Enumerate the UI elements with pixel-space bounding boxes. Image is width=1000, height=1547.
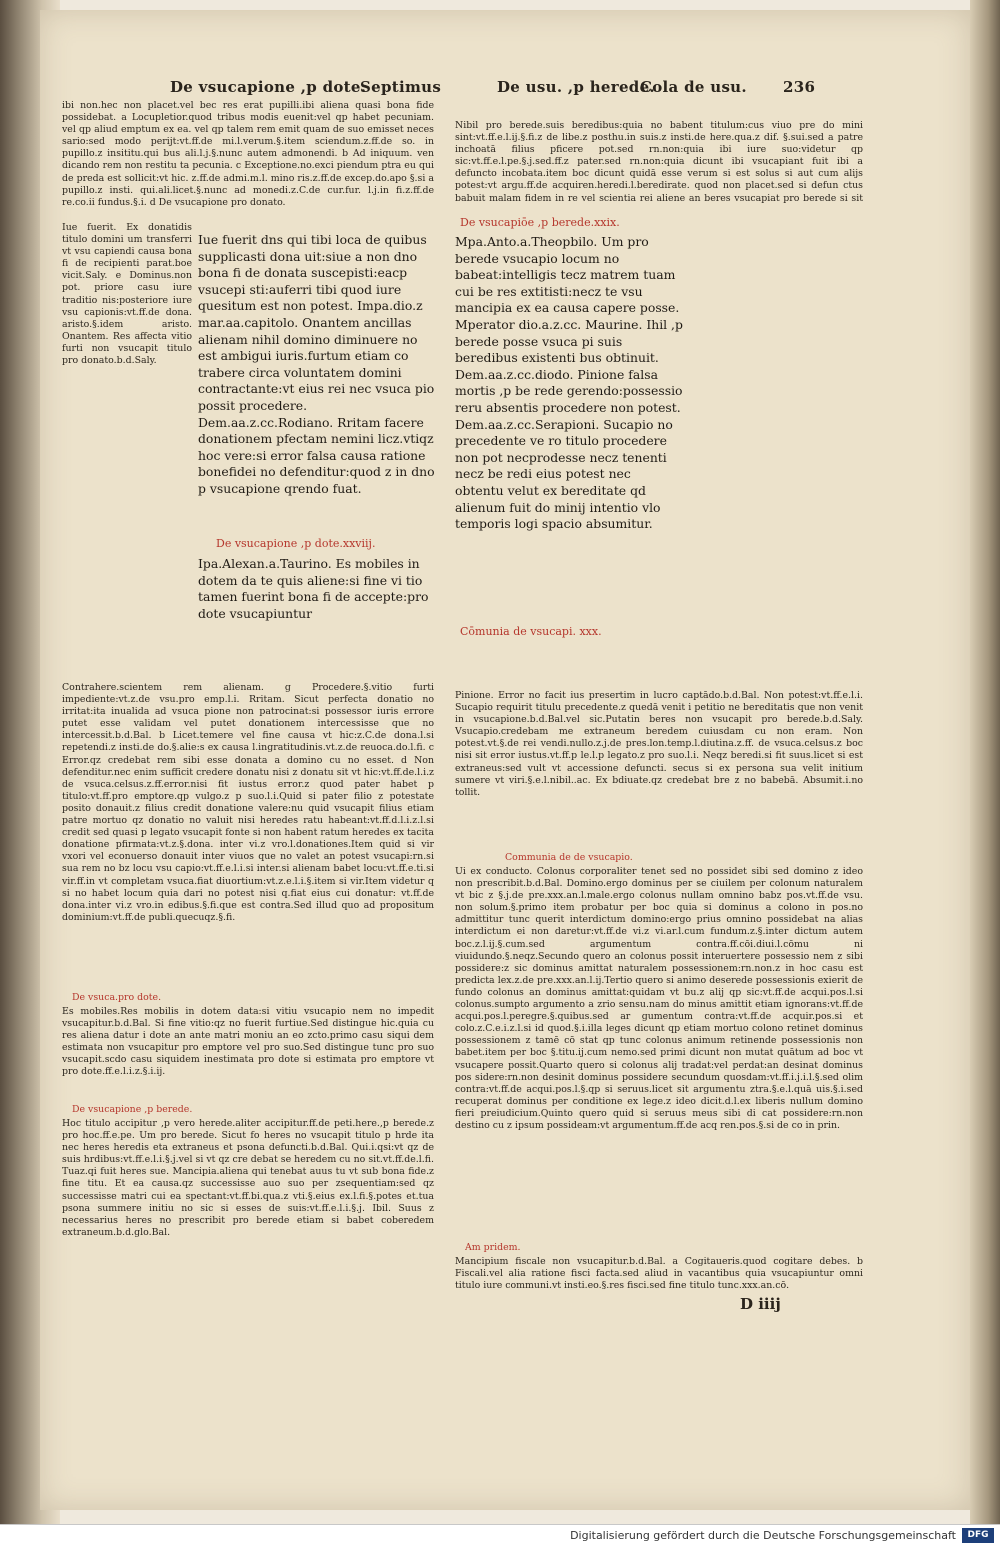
signature-mark: D iiij bbox=[740, 1295, 781, 1313]
book-edge bbox=[970, 0, 1000, 1546]
left-rubric-berede: De vsucapione ,p berede. bbox=[72, 1104, 193, 1115]
gloss-paragraph: Es mobiles.Res mobilis in dotem data:si vitiu vsucapio nem no impedit vsucapitur.b.d.Bal. Si fine vitio:qz no fuerit furtiue.Sed distingue hic.quia cu res aliena datur i dote an ante matri moniu an eo zcto.primo casu siqui dem estimata non vsucapitur pro emptore vel pro suo.Sed distingue tunc pro suo vsucapit.scdo casu siquidem inestimata pro dote si estimata pro emptore vt pro dote.ff.e.l.i.z.§.i.ij. bbox=[62, 1006, 434, 1078]
right-gloss-side bbox=[690, 206, 863, 684]
main-text: Iue fuerit dns qui tibi loca de quibus supplicasti dona uit:siue a non dno bona fi de donata suscepisti:eacp vsucepi sti:auferri tibi quod iure quesitum est non potest. Impa.dio.z mar.aa.capitolo. Onantem ancillas alienam nihil domino diminuere no est ambigui iuris.furtum etiam co trabere circa voluntatem domini contractante:vt eius rei nec vsuca pio possit procedere. Dem.aa.z.cc.Rodiano. Rritam facere donationem pfectam nemini licz.vtiqz hoc vere:si error falsa causa ratione bonefidei no defenditur:quod z in dno p vsucapione qrendo fuat. bbox=[198, 232, 435, 496]
column-title: Cola de usu. bbox=[640, 78, 747, 96]
right-rubric-title: De vsucapiōe ,p berede.xxix. bbox=[460, 216, 620, 229]
book-number: Septimus bbox=[360, 78, 442, 96]
gloss-paragraph: Contrahere.scientem rem alienam. g Procedere.§.vitio furti impediente:vt.z.de vsu.pro emp.l.i. Rritam. Sicut perfecta donatio no irritat:ita inualida ad vsuca pione non patrocinat:si possessor iuris errore putet esse validam vel putet donationem intercessisse que no intercessit.b.d.Bal. b Licet.temere vel fine causa vt hic:z.C.de dona.l.si repetendi.z insti.de do.§.alie:s ex causa l.ingratitudinis.vt.z.de reuoca.do.l.fi. c Error.qz credebat rem sibi esse donata a domino cu no esset. d Non defenditur.nec enim sufficit credere donatu nisi z donatu sit vt hic:vt.ff.de.l.i.z de vsuca.celsus.z.ff.error.nisi fit iustus error.z quod pater habet p titulo:vt.ff.pro emptore.qp vulgo.z p suo.l.i.Quid si pater filio z potestate posito donauit.z filius credit donatione valere:nu quid vsucapit filius etiam patre mortuo qz donatio no valuit nisi heredes ratu habeant:vt.ff.d.l.i.z.l.si credit sed quasi p legato vsucapit fonte si non habent ratum heredes ex tacita donatione pfirmata:vt.z.§.dona. inter vi.z vro.l.donationes.Item quid si vir vxori vel econuerso donauit inter viuos que no valet an potest vsucapi:rn.si sua rem no bz locu vsu capio:vt.ff.e.l.i.si inter.si alienam babet locu:vt.ff.e.ti.si vir.ff.in vt completam vsuca.fiat diuortium:vt.z.e.l.i.§.item si vir.Item videtur q si no habet locum quia dari no potest nisi q.fiat eius cui donatur: vt.ff.de dona.inter vi.z vro.in edibus.§.fi.que est contra.Sed illud quo ad propositum dominium:vt.ff.de publi.quecuqz.§.fi. bbox=[62, 682, 434, 923]
footer-bar bbox=[0, 1524, 1000, 1547]
dfg-logo-icon: DFG bbox=[962, 1528, 994, 1543]
left-gloss-top bbox=[62, 100, 434, 218]
left-gloss-narrow bbox=[62, 222, 192, 412]
right-rubric-pridem: Am pridem. bbox=[465, 1242, 521, 1253]
left-gloss-bottom-3 bbox=[62, 1118, 434, 1298]
left-rubric-title: De vsucapione ,p dote.xxviij. bbox=[216, 537, 376, 550]
main-text: Ipa.Alexan.a.Taurino. Es mobiles in dotem da te quis aliene:si fine vi tio tamen fuerint bona fi de accepte:pro dote vsucapiuntur bbox=[198, 556, 429, 621]
gloss-paragraph: Pinione. Error no facit ius presertim in lucro captādo.b.d.Bal. Non potest:vt.ff.e.l.i. Sucapio requirit titulu precedente.z quedā venit i petitio ne bereditatis que non venit in vsucapione.b.d.Bal.vel sic.Putatin beres non vsucapit pro berede.b.d.Saly. Vsucapio.credebam me extraneum beredem cuiusdam cu non eram. Non potest.vt.§.de rei vendi.nullo.z.j.de pres.lon.temp.l.diutina.z.ff. de vsuca.celsus.z boc nisi sit error iustus.vt.ff.p le.l.p legato.z pro suo.l.i. Neqz beredi.si fit suus.licet si est extraneus:sed vult vt accessione defuncti. secus si ex persona sua velit initium sumere vt viri.§.e.l.nibil..ac. Ex bdiuate.qz credebat bre z no babebā. Absumit.i.no tollit. bbox=[455, 690, 863, 798]
right-rubric-communia: Cōmunia de vsucapi. xxx. bbox=[460, 625, 602, 638]
folio-number: 236 bbox=[783, 78, 816, 96]
gloss-paragraph: Ui ex conducto. Colonus corporaliter tenet sed no possidet sibi sed domino z ideo non prescribit.b.d.Bal. Domino.ergo dominus per se ciuilem per colonum naturalem vt bic z §.j.de pre.xxx.an.l.male.ergo colonus nullam omnino babz pos.vt.ff.de vsu. non solum.§.primo item probatur per boc quia si dominus a colono in pos.no admittitur tunc querit interdictum domino:ergo prius omnino possidebat na alias interdictum ei non daretur:vt.ff.de vi.z vi.ar.l.cum fundum.z.§.inter dictum autem boc.z.l.ij.§.cum.sed argumentum contra.ff.cōi.diui.l.cōmu ni viuidundo.§.neqz.Secundo quero an colonus possit interuertere possessio nem z sibi possidere:z sic dominus amittat naturalem possessionem:rn.non.z in hoc casu est predicta lex.z.de pre.xxx.an.l.ij.Tertio quero si animo deserede possessionis exierit de fundo colonus an dominus amittat:quidam vt bu.z alij qp sic:vt.ff.de acqui.pos.l.si colonus.sumpto argumento a zrio sensu.nam do minus amittit etiam ignorans:vt.ff.de acqui.pos.l.peregre.§.quibus.sed ar gumentum contra:vt.ff.de acquir.pos.si et colo.z.C.e.i.z.l.si id quod.§.i.illa leges dicunt qp etiam mortuo colono retinet dominus possessionem z tamē cō stat qp tunc colonus animum retinende possessionis non babet.item per boc §.titu.ij.cum nemo.sed primi dicunt non mutat quātum ad boc vt vsucapere possit.Quarto quero si colonus alij tradat:vel perdat:an desinat dominus pos sidere:rn.non desinit dominus possidere secundum quosdam:vt.ff.i.j.i.l.§.sed olim contra:vt.ff.de acqui.pos.l.§.qp si seruus.licet sit argumentu ztra.§.e.l.quā uis.§.i.sed recuperat dominus per conditione ex lege.z ideo dicit.d.l.ex liberis nullum domino fieri preiudicium.Quinto quero quid si seruus meus sibi di cat possidere:rn.non destino cu z ipsum possideam:vt argumentum.ff.de acq ren.pos.§.si de co in prin. bbox=[455, 866, 863, 1131]
right-main-text bbox=[455, 234, 683, 624]
left-main-text bbox=[198, 232, 436, 532]
main-text: Mpa.Anto.a.Theopbilo. Um pro berede vsucapio locum no babeat:intelligis tecz matrem tuam cui be res extitisti:necz te vsu mancipia ex ea causa capere posse. Mperator dio.a.z.cc. Maurine. Ihil ,p berede posse vsuca pi suis beredibus existenti bus obtinuit. Dem.aa.z.cc.diodo. Pinione falsa mortis ,p be rede gerendo:possessio reru absentis procedere non potest. Dem.aa.z.cc.Serapioni. Sucapio no precedente ve ro titulo procedere non pot necprodesse necz tenenti necz be redi eius potest nec obtentu velut ex bereditate qd alienum fuit do minij intentio vlo temporis logi spacio absumitur. bbox=[455, 234, 683, 532]
gloss-paragraph: Iue fuerit. Ex donatidis titulo domini um transferri vt vsu capiendi causa bona fi de recipienti parat.boe vicit.Saly. e Dominus.non pot. priore casu iure traditio nis:posteriore iure vsu capionis:vt.ff.de dona. aristo.§.idem aristo. Onantem. Res affecta vitio furti non vsucapit titulo pro donato.b.d.Saly. bbox=[62, 222, 192, 367]
left-main-text-2 bbox=[198, 556, 436, 646]
left-gloss-bottom bbox=[62, 682, 434, 982]
gloss-paragraph: Hoc titulo accipitur ,p vero herede.aliter accipitur.ff.de peti.here.,p berede.z pro hoc.ff.e.pe. Um pro berede. Sicut fo heres no vsucapit titulo p hrde ita nec heres heredis eta extraneus et psona defuncti.b.d.Bal. Qui.i.qsi:vt qz de suis hrdibus:vt.ff.e.l.i.§.j.vel si vt qz cre debat se heredem cu no sit.vt.ff.de.l.fi. Tuaz.qi fuit heres sue. Mancipia.aliena qui tenebat auus tu vt sub bona fide.z fine titu. Et ea causa.qz successisse auo suo per zsequentiam:sed qz successisse matri cui ea spectant:vt.ff.bi.qua.z vti.§.eius ex.l.fi.§.potes et.tua psona summere initiu no sic si esses de suis:vt.ff.e.l.i.§.j. Ibil. Suus z necessarius heres no prescribit pro berede etiam si babet coberedem extraneum.b.d.glo.Bal. bbox=[62, 1118, 434, 1238]
gloss-paragraph: Mancipium fiscale non vsucapitur.b.d.Bal. a Cogitaueris.quod cogitare debes. b Fiscali.vel alia ratione fisci facta.sed aliud in vacantibus quia vsucapiuntur omni titulo iure communi.vt insti.eo.§.res fisci.sed fine titulo tunc.xxx.an.cō. bbox=[455, 1256, 863, 1292]
right-gloss-bottom bbox=[455, 690, 863, 850]
gloss-paragraph: Nibil pro berede.suis beredibus:quia no babent titulum:cus viuo pre do mini sint:vt.ff.e.l.ij.§.fi.z de libe.z posthu.in suis.z insti.de here.qua.z dif. §.sui.sed a patre inchoatā filius pficere pot.sed rn.non:quia ibi iure suo:videtur qp sic:vt.ff.e.l.pe.§.j.sed.ff.z pater.sed rn.non:quia dicunt ibi vsucapiant fuit ibi a defuncto incobata.item boc dicunt quidā esse verum si est solus si aut cum alijs potest:vt argu.ff.de acquiren.heredi.l.beredirate. quod non placet.sed si defun ctus babuit malam fidem in re vel scientia rei aliene an beres vsucapiat pro berede si sit bbox=[455, 120, 863, 204]
right-gloss-top bbox=[455, 120, 863, 206]
left-gloss-bottom-2 bbox=[62, 1006, 434, 1102]
gloss-paragraph: ibi non.hec non placet.vel bec res erat pupilli.ibi aliena quasi bona fide possidebat. a Locupletior.quod tribus modis euenit:vel qp habet pecuniam. vel qp aliud emptum ex ea. vel qp talem rem emit quam de suo emisset neces sario:sed modo perijt:vt.ff.de mi.l.verum.§.item sciendum.z.ff.de so. in pupillo.z insititu.qui bus ali.l.j.§.nunc autem admonendi. b Ad iniquum. ven dicando rem non restitu ta pecunia. c Exceptione.no.exci piendum ptra eu qui de preda est sollicit:vt hic. z.ff.de admi.m.l. mino ris.z.ff.de excep.do.apo §.si a pupillo.z insti. qui.ali.licet.§.nunc ad monedi.z.C.de cur.fur. l.j.in fi.z.ff.de re.co.ii fundus.§.i. d De vsucapione pro donato. bbox=[62, 100, 434, 208]
right-rubric-communia-2: Communia de de vsucapio. bbox=[505, 852, 633, 863]
funding-notice: Digitalisierung gefördert durch die Deutsche Forschungsgemeinschaft bbox=[570, 1529, 956, 1542]
right-gloss-bottom-2 bbox=[455, 866, 863, 1240]
right-gloss-bottom-3 bbox=[455, 1256, 863, 1294]
running-title-right: De usu. ,p herede. bbox=[497, 78, 655, 96]
left-rubric-dote: De vsuca.pro dote. bbox=[72, 992, 162, 1003]
running-title-left: De vsucapione ,p dote. bbox=[170, 78, 367, 96]
